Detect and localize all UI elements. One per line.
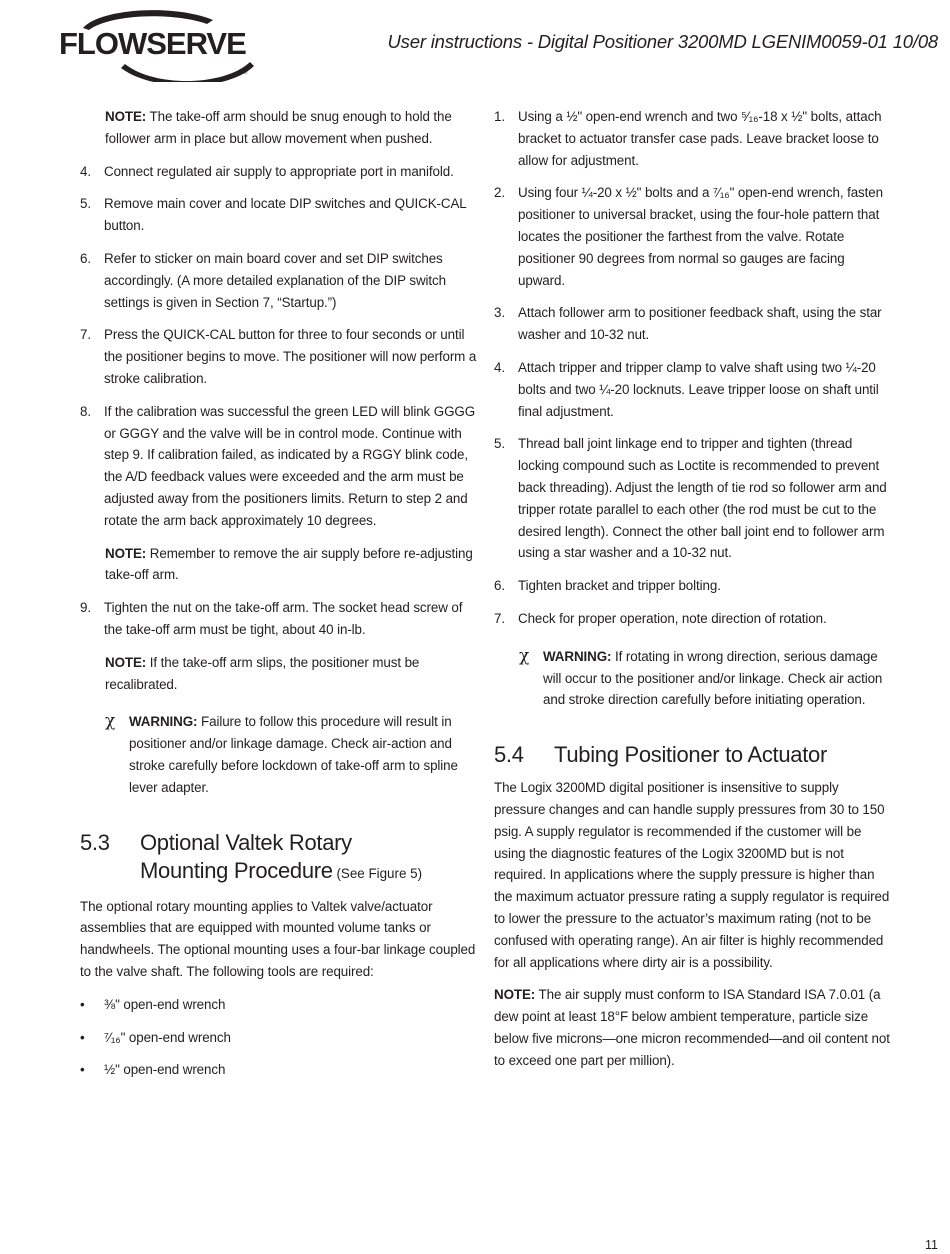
step-7: 7. Press the QUICK-CAL button for three to four seconds or until the positioner begins to move. The positioner will now perform a stroke calibration. — [80, 327, 477, 386]
tool-item: • ⁷⁄₁₆" open-end wrench — [80, 1029, 231, 1045]
document-title: User instructions - Digital Positioner 3200MD LGENIM0059-01 10/08 — [387, 31, 938, 52]
section-heading-5-3: 5.3 Optional Valtek Rotary Mounting Procedure (See Figure 5) — [80, 829, 423, 883]
note-snug-arm: NOTE: The take-off arm should be snug enough to hold the follower arm in place but allow movement when pushed. — [105, 109, 452, 146]
rotary-step-7: 7. Check for proper operation, note direction of rotation. — [494, 610, 827, 626]
section-heading-5-4: 5.4 Tubing Positioner to Actuator — [494, 742, 827, 768]
rotary-step-4: 4. Attach tripper and tripper clamp to valve shaft using two ¼-20 bolts and two ¼-20 locknuts. Leave tripper loose on shaft until final adjustment. — [494, 359, 879, 419]
section-5-3-intro: The optional rotary mounting applies to Valtek valve/actuator assemblies that are equipped with mounted volume tanks or handwheels. The optional mounting uses a four-bar linkage coupled to the valve shaft. The following tools are required: — [80, 898, 476, 979]
warning-icon: χ — [519, 645, 530, 666]
warning-rotation-direction: χ WARNING: If rotating in wrong direction, serious damage will occur to the positioner and/or linkage. Check air action and stroke direction carefully before initiating operation. — [519, 646, 892, 711]
note-isa-standard: NOTE: The air supply must conform to ISA Standard ISA 7.0.01 (a dew point at least 18°F below ambient temperature, particle size below five microns—one micron recommended—and oil content not to exceed one part per million). — [494, 987, 890, 1068]
rotary-step-3: 3. Attach follower arm to positioner feedback shaft, using the star washer and 10-32 nut. — [494, 305, 882, 343]
left-column — [80, 106, 480, 1092]
warning-icon: χ — [105, 711, 116, 732]
warning-linkage-damage: χ WARNING: Failure to follow this procedure will result in positioner and/or linkage damage. Check air-action and stroke carefully before lockdown of take-off arm to spline lever adapter. — [105, 711, 480, 798]
note-recalibrate: NOTE: If the take-off arm slips, the positioner must be recalibrated. — [105, 654, 420, 692]
svg-text:®: ® — [243, 70, 248, 76]
step-8: 8. If the calibration was successful the green LED will blink GGGG or GGGY and the valve will be in control mode. Continue with step 9. If calibration failed, as indicated by a RGGY blink code, the A/D feedback values were exceeded and the arm must be adjusted away from the positioners limits. Return to step 2 and rotate the arm back approximately 10 degrees. — [80, 403, 476, 528]
page-number: 11 — [925, 1238, 938, 1252]
right-column — [494, 106, 892, 1082]
step-9: 9. Tighten the nut on the take-off arm. The socket head screw of the take-off arm must be tight, about 40 in-lb. — [80, 600, 463, 637]
tool-item: • ⅜" open-end wrench — [80, 996, 226, 1012]
note-air-supply: NOTE: Remember to remove the air supply before re-adjusting take-off arm. — [105, 545, 473, 583]
step-6: 6. Refer to sticker on main board cover and set DIP switches accordingly. (A more detailed explanation of the DIP switch settings is given in Section 7, “Startup.”) — [80, 250, 446, 310]
flowserve-logo — [55, 6, 265, 82]
rotary-step-5: 5. Thread ball joint linkage end to tripper and tighten (thread locking compound such as Loctite is recommended to prevent back threading). Adjust the length of tie rod so follower arm and tripper rotate parallel to each other (the rod must be cut to the desired length). Connect the other ball joint end to follower arm using a star washer and a 10-32 nut. — [494, 436, 887, 561]
section-5-4-body: The Logix 3200MD digital positioner is insensitive to supply pressure changes and can handle supply pressures from 30 to 150 psig. A supply regulator is recommended if the customer will be using the diagnostic features of the Logix 3200MD but is not required. In applications where the supply pressure is higher than the maximum actuator pressure rating a supply regulator is required to lower the pressure to the actuator’s maximum rating (not to be confused with operating range). An air filter is highly recommended for all applications where dirty air is a possibility. — [494, 780, 890, 970]
rotary-step-6: 6. Tighten bracket and tripper bolting. — [494, 578, 721, 594]
tool-item: • ½" open-end wrench — [80, 1062, 226, 1078]
step-4: 4. Connect regulated air supply to appropriate port in manifold. — [80, 163, 454, 179]
brand-wordmark: FLOWSERVE — [59, 26, 246, 61]
step-5: 5. Remove main cover and locate DIP switches and QUICK-CAL button. — [80, 196, 467, 234]
rotary-step-2: 2. Using four ¼-20 x ½" bolts and a ⁷⁄₁₆" open-end wrench, fasten positioner to universal bracket, using the four-hole pattern that locates the positioner the farthest from the valve. Rotate positioner 90 degrees from normal so gauges are facing upward. — [494, 185, 883, 288]
rotary-step-1: 1. Using a ½" open-end wrench and two ⁵⁄₁₆-18 x ½" bolts, attach bracket to actuator transfer case pads. Leave bracket loose to allow for adjustment. — [494, 109, 882, 168]
